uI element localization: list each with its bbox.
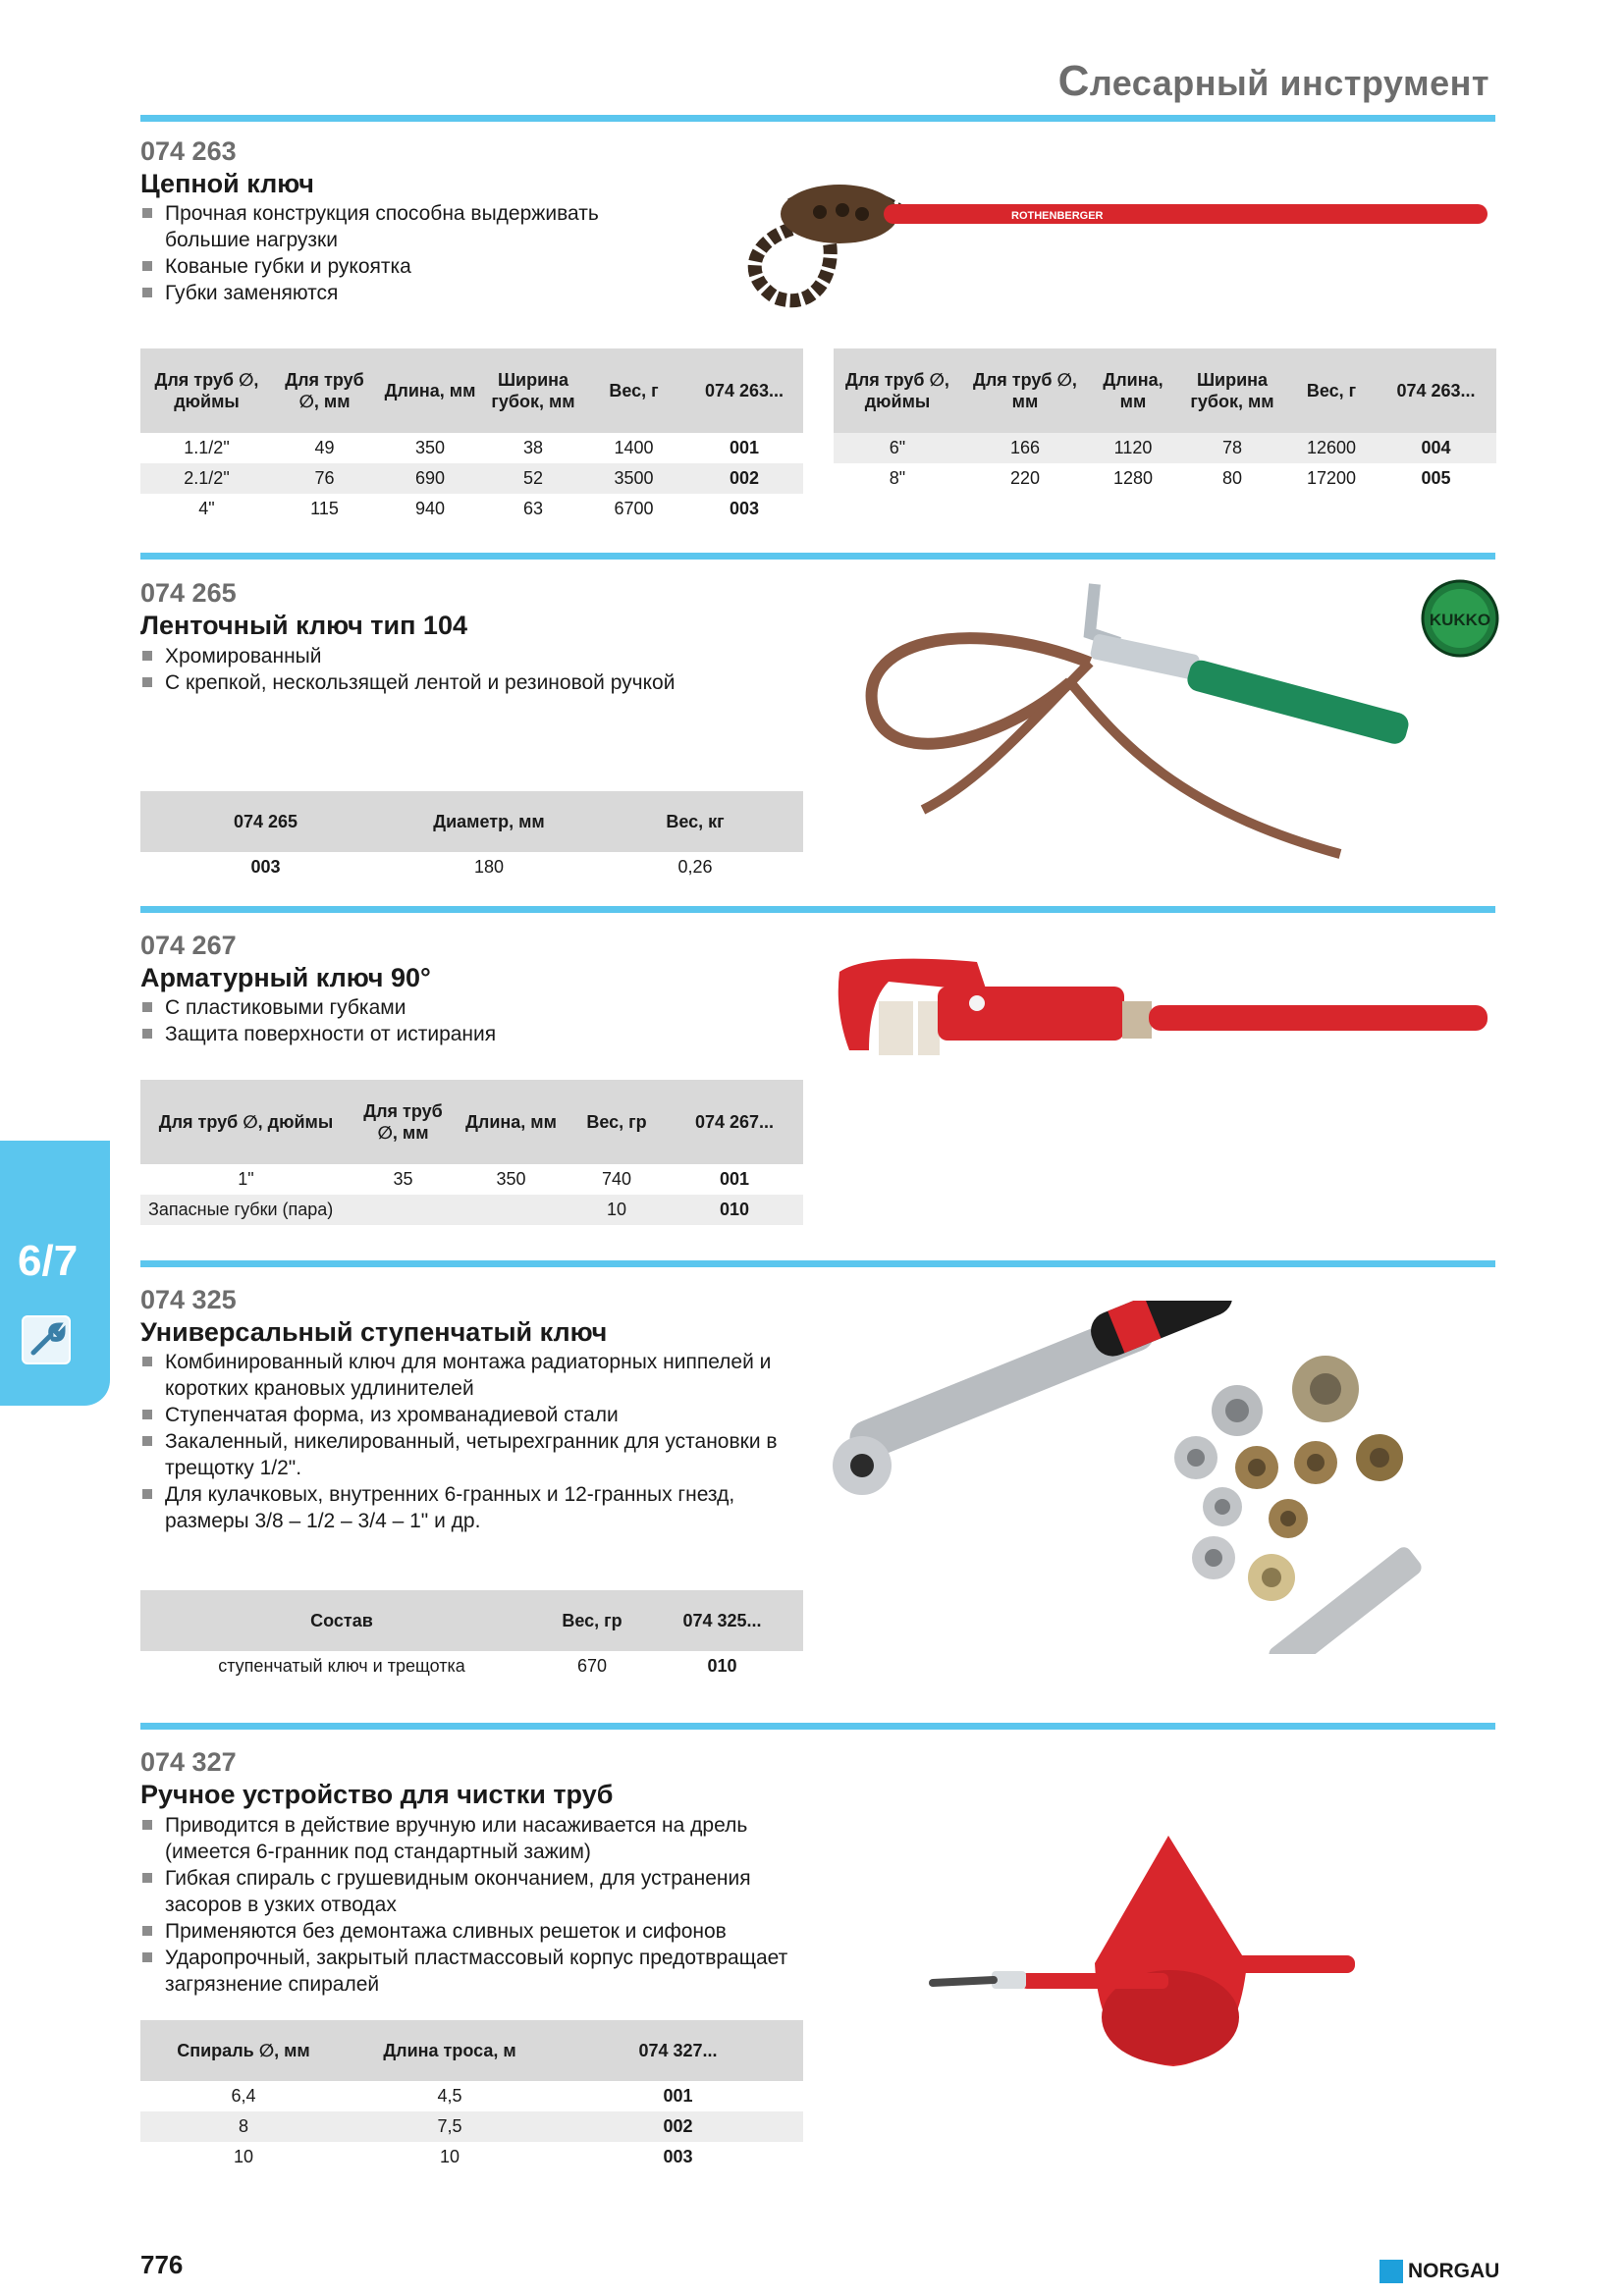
cell: 6700 [614,499,654,518]
product-title: Ленточный ключ тип 104 [140,611,467,640]
column-header: Ширина губок, мм [1177,348,1287,433]
table-row [140,852,803,882]
section-divider [140,1260,1495,1267]
cell: 10 [233,2147,254,2166]
feature-item: Ударопрочный, закрытый пластмассовый корпус предотвращает загрязнение спиралей [140,1945,808,1998]
article-code: 004 [1376,433,1496,463]
brand-label: ROTHENBERGER [1011,210,1104,222]
page-number: 776 [140,2250,184,2279]
cell: 670 [576,1656,608,1676]
cell: 2.1/2" [140,463,273,494]
drain-cleaner-image [923,1826,1414,2081]
cell: 350 [496,1169,526,1189]
cell: 12600 [1287,433,1376,463]
logo-label: KUKKO [1429,611,1491,629]
article-code: 003 [729,499,760,518]
cell: 180 [473,857,505,877]
section-divider [140,553,1495,560]
feature-item: Закаленный, никелированный, четырехгранник для установки в трещотку 1/2". [140,1428,808,1481]
column-header: Вес, гр [543,1590,641,1651]
feature-item: Применяются без демонтажа сливных решеток и сифонов [140,1918,808,1945]
article-code: 001 [663,2086,693,2106]
column-header: Диаметр, мм [391,791,587,852]
spec-table [140,791,803,882]
spec-table-right [834,348,1496,494]
chapter-number: 6/7 [18,1237,79,1285]
table-row [140,433,803,463]
cell: 1400 [614,438,654,457]
product-code: 074 265 [140,578,237,608]
feature-item: Прочная конструкция способна выдерживать большие нагрузки [140,200,631,253]
column-header: Вес, г [1287,348,1376,433]
cell: 17200 [1306,468,1357,488]
cell: 8 [140,2111,347,2142]
column-header: Ширина губок, мм [484,348,582,433]
feature-list [140,1349,808,1534]
cell: 4" [198,499,215,518]
column-header: 074 327... [553,2020,803,2081]
table-row [140,494,803,524]
feature-item: Комбинированный ключ для монтажа радиаторных ниппелей и коротких крановых удлинителей [140,1349,808,1402]
cell: 7,5 [347,2111,553,2142]
article-code: 005 [1421,468,1451,488]
product-title: Цепной ключ [140,169,314,198]
table-row [140,2111,803,2142]
column-header: Вес, кг [587,791,803,852]
cell: 166 [961,433,1089,463]
cell: 80 [1221,468,1243,488]
cell: 940 [414,499,446,518]
section-divider [140,1723,1495,1730]
cell: 6" [834,433,961,463]
cell: 6,4 [231,2086,256,2106]
section-divider [140,906,1495,913]
column-header: Длина, мм [376,348,484,433]
article-code: 002 [685,463,803,494]
column-header: Для труб ∅, дюймы [140,1080,352,1164]
table-row [140,463,803,494]
wrench-icon [22,1315,71,1364]
feature-list [140,1812,808,1998]
column-header: 074 263... [685,348,803,433]
column-header: Для труб ∅, мм [352,1080,455,1164]
product-title: Ручное устройство для чистки труб [140,1780,614,1809]
section-divider [140,115,1495,122]
column-header: Для труб ∅, мм [961,348,1089,433]
cell: 1120 [1089,433,1177,463]
product-code: 074 325 [140,1285,237,1314]
feature-item: Защита поверхности от истирания [140,1021,828,1047]
product-code: 074 267 [140,931,237,960]
cell: 0,26 [677,857,713,877]
feature-item: Хромированный [140,643,828,669]
cell: 78 [1177,433,1287,463]
table-row [140,1651,803,1682]
cell: 76 [273,463,376,494]
cell: 350 [414,438,446,457]
feature-item: Приводится в действие вручную или насаживается на дрель (имеется 6-гранник под стандартный зажим) [140,1812,808,1865]
brand-logo: NORGAU [1408,2260,1500,2282]
feature-item: С крепкой, нескользящей лентой и резиновой ручкой [140,669,828,696]
cell: 3500 [582,463,685,494]
column-header: Вес, гр [568,1080,666,1164]
feature-item: Кованые губки и рукоятка [140,253,631,280]
cell: 690 [376,463,484,494]
table-row [834,463,1496,494]
cell: 8" [889,468,906,488]
cell: 10 [439,2147,460,2166]
table-row [834,433,1496,463]
feature-item: Ступенчатая форма, из хромванадиевой стали [140,1402,808,1428]
chapter-tab[interactable] [0,1141,110,1406]
cell: 49 [314,438,335,457]
article-code: 001 [719,1169,750,1189]
cell: 52 [484,463,582,494]
column-header: 074 263... [1376,348,1496,433]
article-code: 001 [729,438,760,457]
cell: 38 [522,438,544,457]
cell: 4,5 [437,2086,462,2106]
column-header: Для труб ∅, дюймы [140,348,273,433]
feature-item: Для кулачковых, внутренних 6-гранных и 12-гранных гнезд, размеры 3/8 – 1/2 – 3/4 – 1" и др. [140,1481,808,1534]
product-title: Универсальный ступенчатый ключ [140,1317,608,1347]
cell: 220 [1009,468,1041,488]
column-header: 074 267... [666,1080,803,1164]
article-code: 003 [250,857,281,877]
column-header: Спираль ∅, мм [140,2020,347,2081]
cell: 1280 [1112,468,1154,488]
feature-item: Гибкая спираль с грушевидным окончанием, для устранения засоров в узких отводах [140,1865,808,1918]
column-header: Для труб ∅, дюймы [834,348,961,433]
column-header: Длина, мм [455,1080,568,1164]
article-code: 002 [553,2111,803,2142]
spec-table-left [140,348,803,524]
cell: 1.1/2" [184,438,230,457]
chain-wrench-image [736,165,1502,312]
table-row [140,2142,803,2172]
feature-list [140,994,828,1047]
table-row [140,2081,803,2111]
brand-square-icon [1380,2260,1403,2283]
spare-jaws-label: Запасные губки (пара) [140,1195,568,1225]
feature-item: С пластиковыми губками [140,994,828,1021]
column-header: 074 325... [641,1590,803,1651]
page-header: Слесарный инструмент [1057,57,1489,105]
cell: 35 [393,1169,413,1189]
cell: ступенчатый ключ и трещотка [218,1656,465,1676]
column-header: Длина троса, м [347,2020,553,2081]
article-code: 010 [666,1195,803,1225]
spec-table [140,1590,803,1682]
feature-list [140,643,828,696]
spec-table [140,1080,803,1225]
feature-list [140,200,631,306]
feature-item: Губки заменяются [140,280,631,306]
cell: 63 [522,499,544,518]
column-header: 074 265 [140,791,391,852]
product-code: 074 263 [140,136,237,166]
column-header: Длина, мм [1089,348,1177,433]
stepped-key-set-image [825,1301,1473,1654]
table-row [140,1164,803,1195]
article-code: 010 [707,1656,737,1676]
product-code: 074 327 [140,1747,237,1777]
column-header: Для труб ∅, мм [273,348,376,433]
column-header: Вес, г [582,348,685,433]
cell: 10 [568,1195,666,1225]
cell: 115 [310,499,339,518]
column-header: Состав [140,1590,543,1651]
kukko-logo [1421,579,1499,658]
spec-table [140,2020,803,2172]
product-title: Арматурный ключ 90° [140,963,431,992]
cell: 740 [601,1169,632,1189]
strap-wrench-image [844,574,1414,869]
article-code: 003 [663,2147,693,2166]
cell: 1" [238,1169,254,1189]
table-row [140,1195,803,1225]
pipe-wrench-90-image [830,942,1497,1090]
